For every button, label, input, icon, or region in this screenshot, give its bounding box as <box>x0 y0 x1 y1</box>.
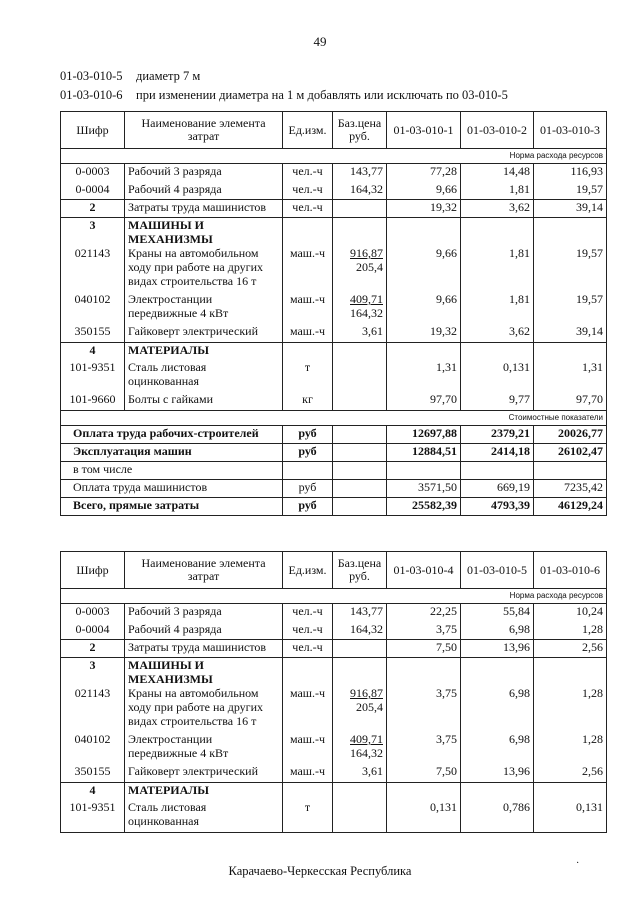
col-header-unit: Ед.изм. <box>283 112 333 149</box>
row-value <box>461 342 534 360</box>
row-price <box>333 360 387 392</box>
table-row <box>61 764 607 782</box>
table-row <box>61 324 607 342</box>
row-name: Сталь листовая оцинкованная <box>125 360 283 392</box>
summary-value: 26102,47 <box>534 443 607 461</box>
row-name: Рабочий 3 разряда <box>125 604 283 622</box>
row-name: Рабочий 4 разряда <box>125 182 283 200</box>
row-price: 143,77 <box>333 604 387 622</box>
summary-label: Оплата труда рабочих-строителей <box>61 425 283 443</box>
row-value: 7,50 <box>387 640 461 658</box>
row-value: 3,75 <box>387 622 461 640</box>
row-name: Краны на автомобильном ходу при работе на других видах строительства 16 т <box>125 246 283 292</box>
row-value: 9,77 <box>461 392 534 410</box>
table-row <box>61 800 607 832</box>
row-value: 1,81 <box>461 182 534 200</box>
summary-value <box>387 461 461 479</box>
header-line-text: при изменении диаметра на 1 м добавлять или исключать по 03-010-5 <box>136 88 508 102</box>
row-unit: маш.-ч <box>283 246 333 292</box>
row-price <box>333 800 387 832</box>
subheader-label: Стоимостные показатели <box>61 410 607 425</box>
row-price <box>333 686 387 732</box>
summary-value <box>534 461 607 479</box>
row-price <box>333 342 387 360</box>
row-price <box>333 218 387 247</box>
row-name: Гайковерт электрический <box>125 324 283 342</box>
row-unit: чел.-ч <box>283 200 333 218</box>
row-code: 350155 <box>61 324 125 342</box>
header-line-1 <box>60 69 200 84</box>
row-price <box>333 658 387 687</box>
row-unit: маш.-ч <box>283 764 333 782</box>
row-price <box>333 640 387 658</box>
row-value: 9,66 <box>387 182 461 200</box>
resource-table-1 <box>60 111 607 516</box>
row-price: 3,61 <box>333 764 387 782</box>
row-unit: маш.-ч <box>283 292 333 324</box>
row-code: 0-0004 <box>61 182 125 200</box>
col-header-unit: Ед.изм. <box>283 552 333 589</box>
scan-mark: · <box>576 858 580 869</box>
row-value: 9,66 <box>387 246 461 292</box>
row-value <box>387 782 461 800</box>
price-total: 916,87 <box>350 686 383 700</box>
row-price: 164,32 <box>333 622 387 640</box>
row-unit: т <box>283 800 333 832</box>
row-value: 9,66 <box>387 292 461 324</box>
row-value: 39,14 <box>534 200 607 218</box>
summary-unit: руб <box>283 443 333 461</box>
col-header-rate: 01-03-010-4 <box>387 552 461 589</box>
row-unit: маш.-ч <box>283 324 333 342</box>
table-row <box>61 640 607 658</box>
row-name: Электростанции передвижные 4 кВт <box>125 292 283 324</box>
table-2-body <box>61 589 607 833</box>
summary-value: 4793,39 <box>461 497 534 515</box>
col-header-rate: 01-03-010-2 <box>461 112 534 149</box>
summary-unit: руб <box>283 497 333 515</box>
row-value: 77,28 <box>387 164 461 182</box>
row-value: 0,131 <box>534 800 607 832</box>
row-value: 3,62 <box>461 200 534 218</box>
table-row <box>61 658 607 687</box>
resource-table-2 <box>60 551 607 833</box>
row-code: 3 <box>61 658 125 687</box>
summary-row <box>61 497 607 515</box>
table-row <box>61 782 607 800</box>
col-header-name: Наименование элемента затрат <box>125 112 283 149</box>
table-1-body <box>61 149 607 426</box>
row-value <box>387 342 461 360</box>
col-header-name: Наименование элемента затрат <box>125 552 283 589</box>
col-header-rate: 01-03-010-6 <box>534 552 607 589</box>
row-value: 1,28 <box>534 622 607 640</box>
table-row <box>61 292 607 324</box>
row-value: 2,56 <box>534 764 607 782</box>
header-line-text: диаметр 7 м <box>136 69 201 83</box>
row-value: 1,28 <box>534 732 607 764</box>
table-row <box>61 392 607 410</box>
row-unit <box>283 782 333 800</box>
col-header-rate: 01-03-010-1 <box>387 112 461 149</box>
row-unit <box>283 342 333 360</box>
row-code: 2 <box>61 200 125 218</box>
row-value: 6,98 <box>461 732 534 764</box>
row-value: 14,48 <box>461 164 534 182</box>
row-code: 0-0004 <box>61 622 125 640</box>
row-unit: чел.-ч <box>283 182 333 200</box>
row-value: 1,31 <box>387 360 461 392</box>
row-code: 021143 <box>61 686 125 732</box>
summary-row <box>61 443 607 461</box>
col-header-price: Баз.цена руб. <box>333 552 387 589</box>
row-price <box>333 292 387 324</box>
row-code: 101-9351 <box>61 800 125 832</box>
row-unit: чел.-ч <box>283 604 333 622</box>
summary-value: 20026,77 <box>534 425 607 443</box>
row-value: 19,57 <box>534 292 607 324</box>
col-header-code: Шифр <box>61 552 125 589</box>
row-value: 0,131 <box>461 360 534 392</box>
row-value: 19,57 <box>534 182 607 200</box>
row-unit: маш.-ч <box>283 732 333 764</box>
subheader-label: Норма расхода ресурсов <box>61 149 607 164</box>
summary-row <box>61 425 607 443</box>
col-header-rate: 01-03-010-5 <box>461 552 534 589</box>
summary-value: 12697,88 <box>387 425 461 443</box>
row-name: Болты с гайками <box>125 392 283 410</box>
table-row <box>61 164 607 182</box>
row-name: Рабочий 3 разряда <box>125 164 283 182</box>
summary-value: 7235,42 <box>534 479 607 497</box>
row-unit: кг <box>283 392 333 410</box>
row-unit: чел.-ч <box>283 164 333 182</box>
row-value: 0,131 <box>387 800 461 832</box>
summary-value <box>461 461 534 479</box>
row-value: 6,98 <box>461 622 534 640</box>
row-name: МАШИНЫ И МЕХАНИЗМЫ <box>125 218 283 247</box>
summary-row <box>61 461 607 479</box>
row-name: Электростанции передвижные 4 кВт <box>125 732 283 764</box>
row-value <box>461 658 534 687</box>
row-value <box>461 782 534 800</box>
header-line-2 <box>60 88 508 103</box>
summary-empty <box>333 425 387 443</box>
row-value: 19,57 <box>534 246 607 292</box>
row-name: Гайковерт электрический <box>125 764 283 782</box>
row-name: МАТЕРИАЛЫ <box>125 782 283 800</box>
summary-label: в том числе <box>61 461 283 479</box>
row-price: 143,77 <box>333 164 387 182</box>
row-unit <box>283 218 333 247</box>
summary-empty <box>333 443 387 461</box>
summary-label: Эксплуатация машин <box>61 443 283 461</box>
row-value <box>534 658 607 687</box>
page-footer: Карачаево-Черкесская Республика <box>228 864 412 878</box>
row-value <box>461 218 534 247</box>
row-code: 021143 <box>61 246 125 292</box>
table-row <box>61 246 607 292</box>
summary-value: 2379,21 <box>461 425 534 443</box>
row-price: 3,61 <box>333 324 387 342</box>
row-value: 0,786 <box>461 800 534 832</box>
row-value: 2,56 <box>534 640 607 658</box>
row-code: 101-9660 <box>61 392 125 410</box>
col-header-code: Шифр <box>61 112 125 149</box>
summary-value: 12884,51 <box>387 443 461 461</box>
summary-unit <box>283 461 333 479</box>
row-code: 4 <box>61 342 125 360</box>
row-code: 0-0003 <box>61 164 125 182</box>
price-wage: 205,4 <box>356 260 383 274</box>
header-line-code: 01-03-010-5 <box>60 69 123 83</box>
row-name: МАТЕРИАЛЫ <box>125 342 283 360</box>
summary-block <box>61 425 607 515</box>
row-name: Краны на автомобильном ходу при работе на других видах строительства 16 т <box>125 686 283 732</box>
header-line-code: 01-03-010-6 <box>60 88 123 102</box>
table-row <box>61 686 607 732</box>
row-value: 55,84 <box>461 604 534 622</box>
row-value: 3,75 <box>387 732 461 764</box>
row-price <box>333 200 387 218</box>
row-name: Сталь листовая оцинкованная <box>125 800 283 832</box>
row-value: 1,81 <box>461 246 534 292</box>
row-name: Затраты труда машинистов <box>125 200 283 218</box>
row-value <box>387 658 461 687</box>
row-value <box>534 342 607 360</box>
row-unit: т <box>283 360 333 392</box>
row-code: 040102 <box>61 292 125 324</box>
row-value: 39,14 <box>534 324 607 342</box>
row-value: 6,98 <box>461 686 534 732</box>
price-wage: 205,4 <box>356 700 383 714</box>
col-header-price: Баз.цена руб. <box>333 112 387 149</box>
row-unit <box>283 658 333 687</box>
page-number: 49 <box>313 34 327 49</box>
table-row <box>61 200 607 218</box>
summary-value: 2414,18 <box>461 443 534 461</box>
table-row <box>61 604 607 622</box>
summary-value: 3571,50 <box>387 479 461 497</box>
row-value: 22,25 <box>387 604 461 622</box>
row-code: 040102 <box>61 732 125 764</box>
table-row <box>61 218 607 247</box>
row-value: 97,70 <box>387 392 461 410</box>
row-value: 1,28 <box>534 686 607 732</box>
row-value: 13,96 <box>461 640 534 658</box>
row-value <box>387 218 461 247</box>
row-value: 19,32 <box>387 200 461 218</box>
row-value <box>534 782 607 800</box>
summary-value: 669,19 <box>461 479 534 497</box>
summary-label: Оплата труда машинистов <box>61 479 283 497</box>
subheader-row <box>61 589 607 604</box>
summary-empty <box>333 497 387 515</box>
table-row <box>61 360 607 392</box>
row-price <box>333 732 387 764</box>
summary-value: 25582,39 <box>387 497 461 515</box>
summary-empty <box>333 479 387 497</box>
row-value <box>534 218 607 247</box>
row-value: 97,70 <box>534 392 607 410</box>
table-row <box>61 342 607 360</box>
col-header-rate: 01-03-010-3 <box>534 112 607 149</box>
row-value: 13,96 <box>461 764 534 782</box>
row-price <box>333 246 387 292</box>
summary-value: 46129,24 <box>534 497 607 515</box>
summary-unit: руб <box>283 479 333 497</box>
price-wage: 164,32 <box>350 746 383 760</box>
row-unit: чел.-ч <box>283 622 333 640</box>
row-price <box>333 392 387 410</box>
summary-unit: руб <box>283 425 333 443</box>
row-value: 7,50 <box>387 764 461 782</box>
row-code: 2 <box>61 640 125 658</box>
row-price <box>333 782 387 800</box>
price-total: 409,71 <box>350 732 383 746</box>
row-code: 4 <box>61 782 125 800</box>
row-price: 164,32 <box>333 182 387 200</box>
row-value: 10,24 <box>534 604 607 622</box>
row-value: 1,81 <box>461 292 534 324</box>
summary-row <box>61 479 607 497</box>
row-code: 350155 <box>61 764 125 782</box>
summary-empty <box>333 461 387 479</box>
row-unit: маш.-ч <box>283 686 333 732</box>
row-code: 3 <box>61 218 125 247</box>
row-name: МАШИНЫ И МЕХАНИЗМЫ <box>125 658 283 687</box>
row-value: 19,32 <box>387 324 461 342</box>
table-row <box>61 622 607 640</box>
table-row <box>61 182 607 200</box>
subheader-label: Норма расхода ресурсов <box>61 589 607 604</box>
row-unit: чел.-ч <box>283 640 333 658</box>
row-value: 3,62 <box>461 324 534 342</box>
table-row <box>61 732 607 764</box>
row-code: 101-9351 <box>61 360 125 392</box>
row-value: 116,93 <box>534 164 607 182</box>
row-value: 1,31 <box>534 360 607 392</box>
row-code: 0-0003 <box>61 604 125 622</box>
subheader-row <box>61 149 607 164</box>
price-total: 916,87 <box>350 246 383 260</box>
row-value: 3,75 <box>387 686 461 732</box>
row-name: Рабочий 4 разряда <box>125 622 283 640</box>
row-name: Затраты труда машинистов <box>125 640 283 658</box>
subheader-row <box>61 410 607 425</box>
price-wage: 164,32 <box>350 306 383 320</box>
summary-label: Всего, прямые затраты <box>61 497 283 515</box>
price-total: 409,71 <box>350 292 383 306</box>
